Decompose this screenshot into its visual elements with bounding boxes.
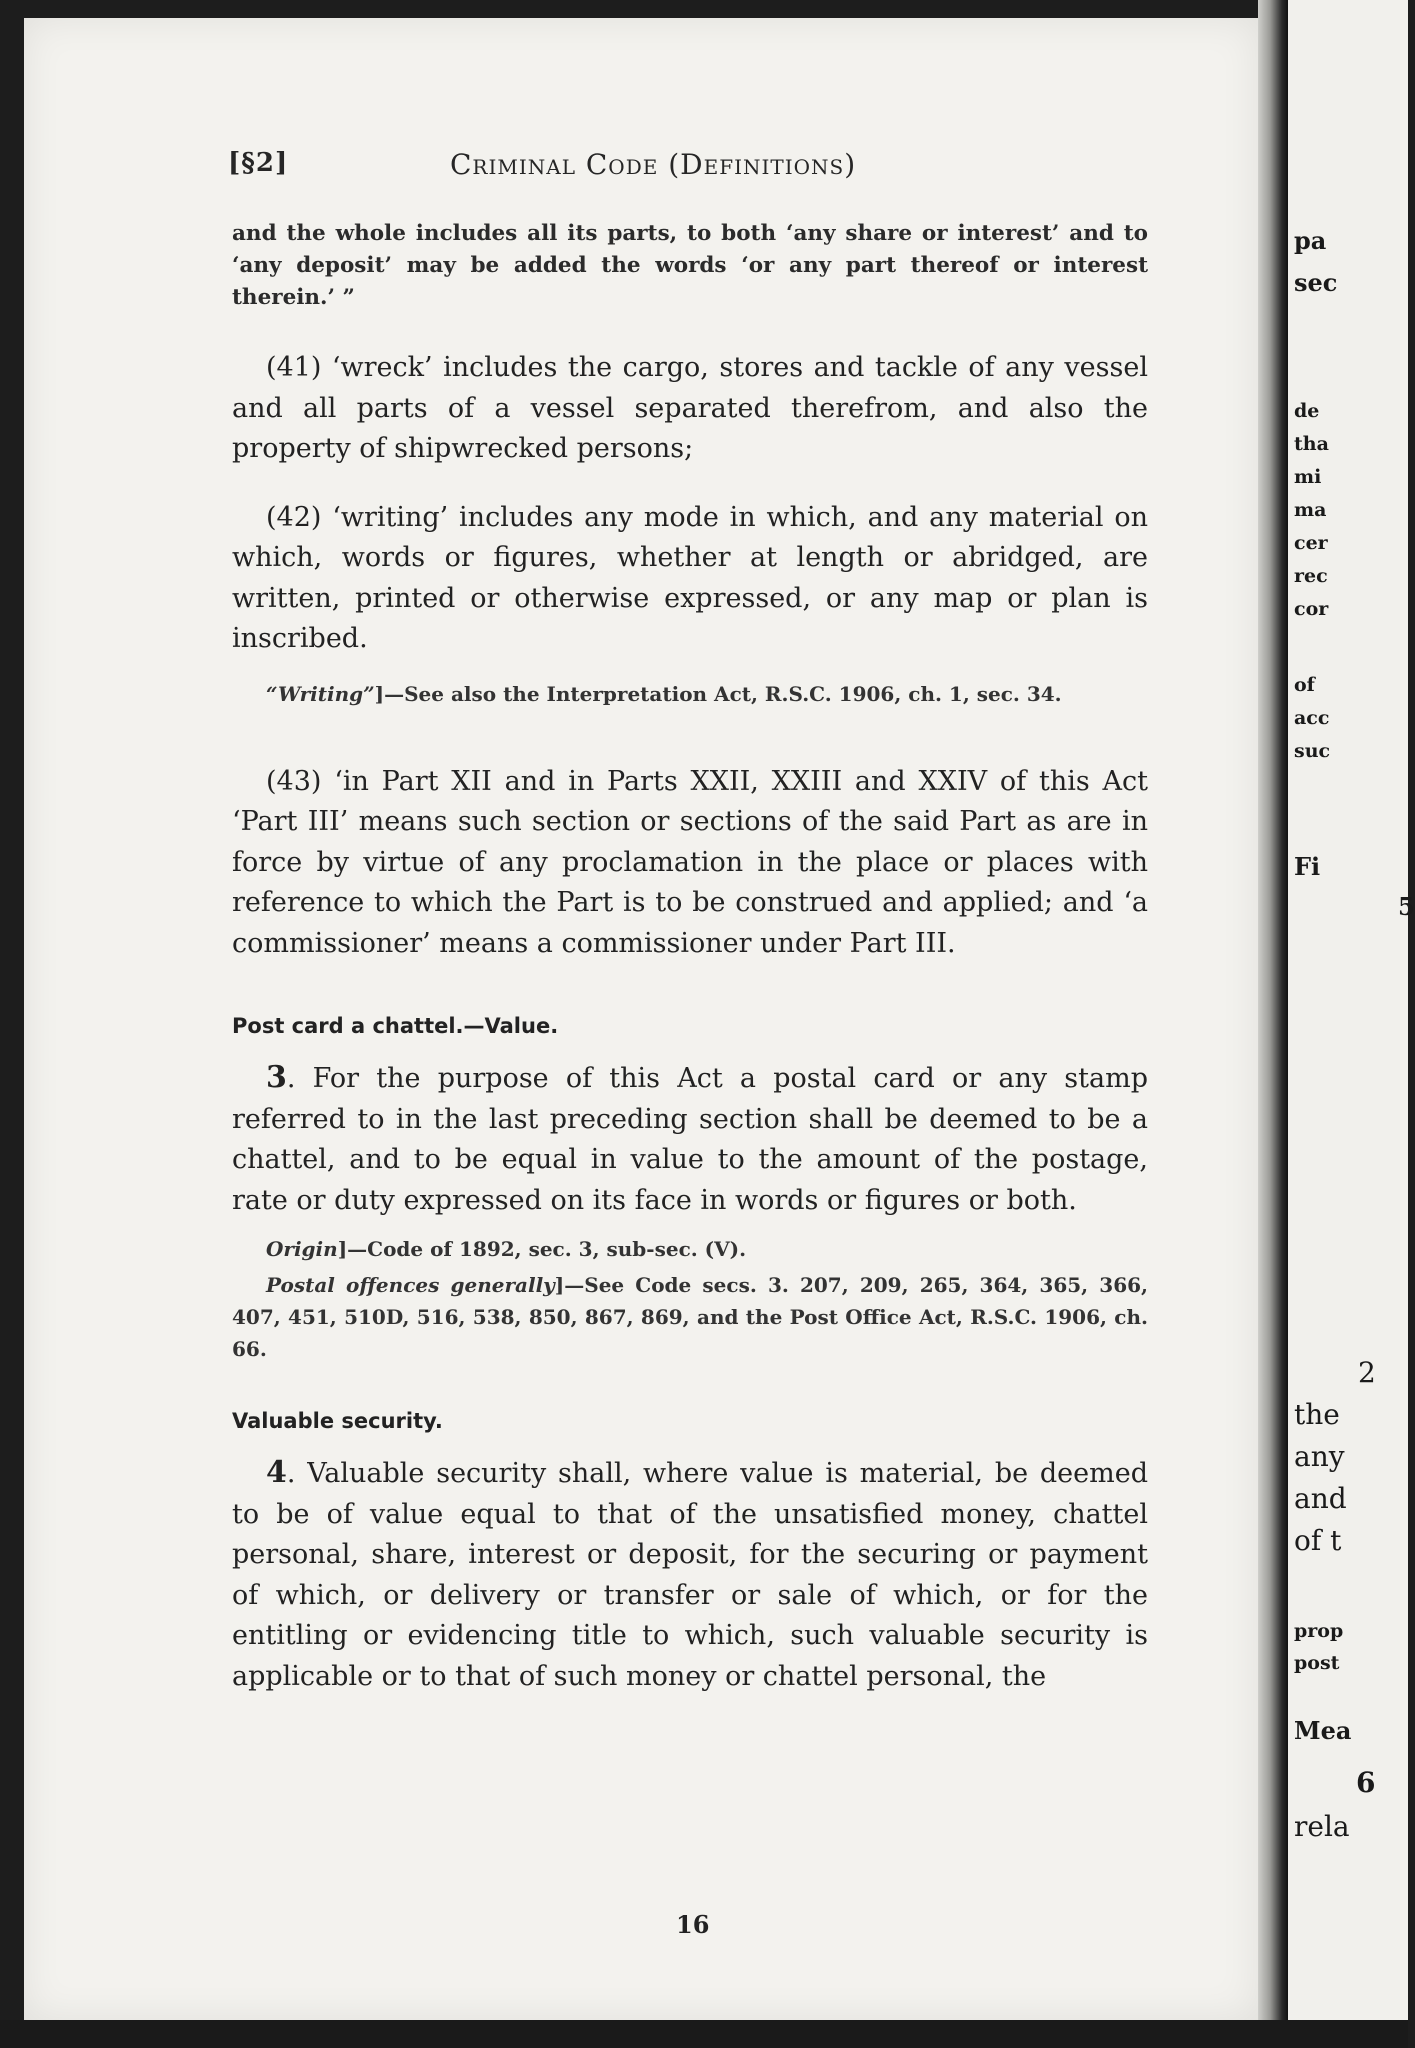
right-page-fragment: rec xyxy=(1294,565,1328,587)
right-page-fragment: suc xyxy=(1294,740,1331,762)
scan-bottom-edge xyxy=(0,2020,1408,2048)
note-writing-rest: ]—See also the Interpretation Act, R.S.C. 1906, ch. 1, sec. 34. xyxy=(374,681,1062,706)
side-heading-valuable-security: Valuable security. xyxy=(232,1409,443,1433)
right-page-fragment: post xyxy=(1294,1652,1340,1674)
section-3 xyxy=(232,1058,1148,1221)
right-page-fragment: Mea xyxy=(1294,1716,1352,1745)
note-writing-italic: “Writing” xyxy=(266,681,375,706)
right-page-fragment: cer xyxy=(1294,532,1328,554)
note-postal-rest: ]—See Code secs. 3. 207, 209, 265, 364, 365, 366, 407, 451, 510D, 516, 538, 850, 867, 869, and the Post Office Act, R.S.C. 1906, ch. 66. xyxy=(232,1273,1148,1361)
page-number: 16 xyxy=(676,1910,710,1939)
right-page-fragment: acc xyxy=(1294,707,1330,729)
page-body xyxy=(232,218,1148,1697)
right-page-fragment: sec xyxy=(1294,268,1338,297)
definition-41: (41) ‘wreck’ includes the cargo, stores and tackle of any vessel and all parts of a vessel separated therefrom, and also the property of shipwrecked persons; xyxy=(232,352,1148,464)
note-postal-italic: Postal offences generally xyxy=(266,1273,555,1297)
right-page-fragment: prop xyxy=(1294,1620,1344,1642)
section-4 xyxy=(232,1453,1148,1697)
right-page-fragment: 2 xyxy=(1358,1356,1376,1389)
note-origin-italic: Origin xyxy=(266,1237,338,1261)
right-page-fragment: any xyxy=(1294,1440,1345,1473)
right-page-fragment: of xyxy=(1294,674,1315,696)
note-postal-offences xyxy=(232,1269,1148,1365)
definition-43: (43) ‘in Part XII and in Parts XXII, XXIII and XXIV of this Act ‘Part III’ means such section or sections of the said Part as are in force by virtue of any proclamation in the place or places with reference to which the Part is to be construed and applied; and ‘a commissioner’ means a commissioner under Part III. xyxy=(232,765,1148,959)
right-page-fragment: of t xyxy=(1294,1524,1342,1557)
book-gutter xyxy=(1258,0,1288,2048)
right-page-fragment: the xyxy=(1294,1398,1340,1431)
header-title: Criminal Code (Definitions) xyxy=(450,148,857,181)
right-page-fragment: 6 xyxy=(1356,1766,1376,1799)
side-heading-post-card: Post card a chattel.—Value. xyxy=(232,1014,559,1038)
right-page-fragment: ma xyxy=(1294,499,1327,521)
section-3-text: . For the purpose of this Act a postal card or any stamp referred to in the last preceding section shall be deemed to be a chattel, and to be equal in value to the amount of the postage, rate or duty expressed on its face in words or figures or both. xyxy=(232,1063,1148,1216)
right-page-fragment: mi xyxy=(1294,466,1322,488)
note-writing xyxy=(232,678,1148,710)
note-origin-rest: ]—Code of 1892, sec. 3, sub-sec. (V). xyxy=(337,1237,747,1261)
section-3-number: 3 xyxy=(266,1060,287,1095)
note-origin xyxy=(232,1233,1148,1265)
right-page-fragment: cor xyxy=(1294,598,1329,620)
section-4-text: . Valuable security shall, where value is material, be deemed to be of value equal to that of the unsatisfied money, chattel personal, share, interest or deposit, for the securing or payment of which, or delivery or transfer or sale of which, or for the entitling or evidencing title to which, such valuable security is applicable or to that of such money or chattel personal, the xyxy=(232,1458,1148,1692)
right-page-fragment: de xyxy=(1294,400,1320,422)
running-header xyxy=(228,148,928,181)
right-page-cropped xyxy=(1288,0,1415,2048)
right-page-fragment: 5 xyxy=(1398,892,1415,921)
definition-42: (42) ‘writing’ includes any mode in which, and any material on which, words or figures, whether at length or abridged, are written, printed or otherwise expressed, or any map or plan is inscribed. xyxy=(232,501,1148,654)
header-section-ref: [§2] xyxy=(228,148,289,178)
right-page-fragment: Fi xyxy=(1294,852,1321,881)
right-page-fragment: rela xyxy=(1294,1810,1350,1843)
right-page-fragment: pa xyxy=(1294,226,1327,255)
continuation-paragraph: and the whole includes all its parts, to both ‘any share or interest’ and to ‘any deposit’ may be added the words ‘or any part thereof or interest therein.’ ” xyxy=(232,221,1148,310)
right-page-fragment: and xyxy=(1294,1482,1347,1515)
section-4-number: 4 xyxy=(266,1455,287,1490)
right-page-fragment: tha xyxy=(1294,433,1329,455)
